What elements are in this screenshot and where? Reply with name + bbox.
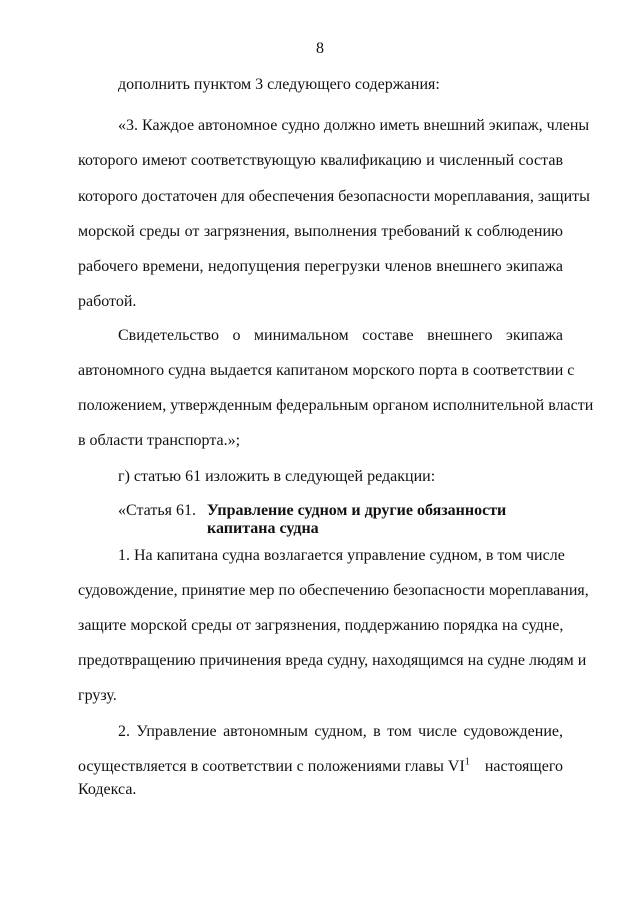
point1-line-2: судовождение, принятие мер по обеспечению безопасности мореплавания,: [78, 582, 589, 599]
certificate-line-2: автономного судна выдается капитаном морского порта в соответствии с: [78, 362, 575, 379]
point2-line-3: Кодекса.: [78, 781, 137, 798]
para3-line-6: работой.: [78, 293, 137, 310]
article-label: «Статья 61.: [118, 502, 196, 519]
point2-line-2-end: настоящего: [484, 758, 563, 775]
intro-text: дополнить пунктом 3 следующего содержания:: [118, 76, 440, 93]
para3-line-1: «3. Каждое автономное судно должно иметь внешний экипаж, члены: [118, 117, 590, 134]
para3-line-4: морской среды от загрязнения, выполнения требований к соблюдению: [78, 223, 563, 240]
point1-line-5: грузу.: [78, 687, 117, 704]
page-number: 8: [316, 40, 324, 57]
para3-line-2: которого имеют соответствующую квалификацию и численный состав: [78, 152, 563, 169]
certificate-line-1: Свидетельство о минимальном составе внешнего экипажа: [118, 327, 563, 344]
point2-line-1: 2. Управление автономным судном, в том числе судовождение,: [118, 723, 563, 740]
certificate-line-4: в области транспорта.»;: [78, 432, 241, 449]
article-title-line-1: Управление судном и другие обязанности: [207, 502, 507, 519]
point1-line-1: 1. На капитана судна возлагается управление судном, в том числе: [118, 547, 565, 564]
point2-line-2-text: осуществляется в соответствии с положениями главы $VI^1$: [78, 756, 470, 775]
para3-line-3: которого достаточен для обеспечения безопасности мореплавания, защиты: [78, 188, 590, 205]
para3-line-5: рабочего времени, недопущения перегрузки членов внешнего экипажа: [78, 258, 563, 275]
point2-line-2: [78, 757, 563, 777]
item-g-text: г) статью 61 изложить в следующей редакции:: [118, 468, 436, 485]
article-title-line-2: капитана судна: [207, 520, 319, 537]
chapter-superscript: 1: [464, 756, 470, 768]
point1-line-3: защите морской среды от загрязнения, поддержанию порядка на судне,: [78, 617, 564, 634]
point1-line-4: предотвращению причинения вреда судну, находящимся на судне людям и: [78, 652, 587, 669]
certificate-line-3: положением, утвержденным федеральным органом исполнительной власти: [78, 397, 594, 414]
